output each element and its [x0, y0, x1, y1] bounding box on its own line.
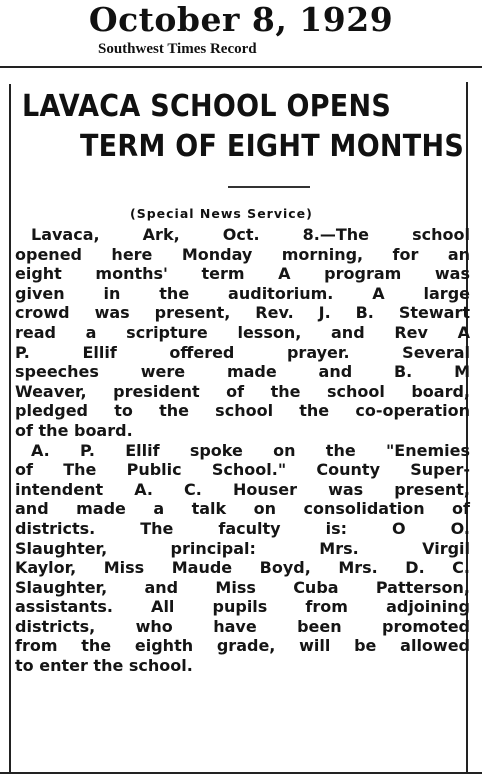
article-line: assistants. All pupils from adjoining: [15, 597, 470, 617]
article-line: given in the auditorium. A large: [15, 283, 470, 303]
bottom-rule: [0, 772, 482, 774]
article-line: P. Ellif offered prayer. Several: [15, 342, 470, 362]
article-line: to enter the school.: [15, 656, 193, 676]
date-heading: October 8, 1929: [88, 0, 394, 39]
article-line: speeches were made and B. M: [15, 362, 470, 382]
article-line: opened here Monday morning, for an: [15, 244, 470, 264]
headline-divider: [228, 186, 310, 188]
article-line: Kaylor, Miss Maude Boyd, Mrs. D. C.: [15, 558, 470, 578]
article-line: and made a talk on consolidation of: [15, 499, 470, 519]
article-line: eight months' term A program was: [15, 264, 470, 284]
article-line: Slaughter, and Miss Cuba Patterson,: [15, 577, 470, 597]
article-line: Lavaca, Ark, Oct. 8.—The school: [31, 225, 470, 244]
article-line: crowd was present, Rev. J. B. Stewart: [15, 303, 470, 323]
article-line: read a scripture lesson, and Rev A: [15, 322, 470, 342]
newspaper-source: Southwest Times Record: [98, 41, 257, 57]
article-line: intendent A. C. Houser was present,: [15, 479, 470, 499]
article-body: [15, 225, 470, 676]
article-line: of The Public School." County Super-: [15, 460, 470, 480]
article-line: A. P. Ellif spoke on the "Enemies: [31, 440, 470, 460]
article-line: of the board.: [15, 420, 133, 440]
top-rule: [0, 66, 482, 68]
article-line: Slaughter, principal: Mrs. Virgil: [15, 538, 470, 558]
byline: (Special News Service): [130, 206, 313, 221]
article-line: districts. The faculty is: O O.: [15, 518, 470, 538]
article-line: Weaver, president of the school board,: [15, 381, 470, 401]
headline-line-1: LAVACA SCHOOL OPENS: [22, 89, 392, 124]
article-line: districts, who have been promoted: [15, 616, 470, 636]
headline-line-2: TERM OF EIGHT MONTHS: [80, 129, 465, 164]
left-column-rule: [9, 84, 11, 774]
article-line: from the eighth grade, will be allowed: [15, 636, 470, 656]
article-line: pledged to the school the co-operation: [15, 401, 470, 421]
